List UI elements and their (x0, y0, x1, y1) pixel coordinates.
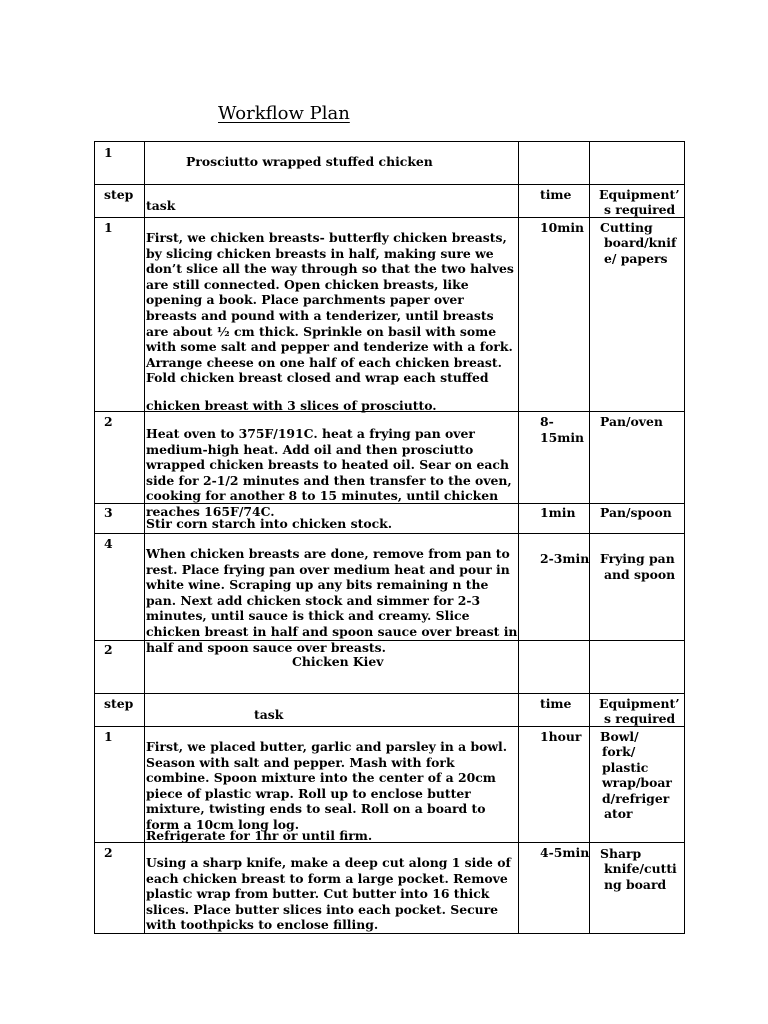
task-equipment: board/knif (604, 235, 677, 250)
table-rule (94, 933, 685, 934)
task-equipment: e/ papers (604, 251, 668, 266)
header-step: step (104, 187, 134, 202)
section-title: Prosciutto wrapped stuffed chicken (186, 154, 433, 169)
task-text: First, we placed butter, garlic and parsley in a bowl. Season with salt and pepper. Mash with fork combine. Spoon mixture into the center of a 20cm piece of plastic wrap. Roll up to enclose butter mixture, twisting ends to seal. Roll on a board to form a 10cm long log. (146, 739, 508, 832)
table-rule (94, 693, 685, 694)
header-equipment: Equipment’ (599, 696, 680, 711)
step-number: 4 (104, 536, 113, 551)
task-text: Stir corn starch into chicken stock. (146, 516, 393, 531)
task-time: 2-3min (540, 551, 590, 566)
task-text: When chicken breasts are done, remove from pan to rest. Place frying pan over medium heat and pour in white wine. Scraping up any bits remaining n the pan. Next add chicken stock and simmer for 2-3 minutes, until sauce is thick and creamy. Slice chicken breast in half and spoon sauce over breast in half and spoon sauce over breasts. (146, 546, 518, 655)
section-number: 2 (104, 642, 113, 657)
table-rule (94, 726, 685, 727)
task-time: 10min (540, 220, 585, 235)
task-equipment: fork/ (602, 744, 636, 759)
table-rule (589, 141, 590, 934)
table-rule (144, 141, 145, 934)
task-time: 4-5min (540, 845, 590, 860)
task-equipment: Cutting (600, 220, 653, 235)
header-time: time (540, 187, 572, 202)
table-rule (94, 141, 95, 934)
task-equipment: and spoon (604, 567, 676, 582)
task-equipment: Bowl/ (600, 729, 639, 744)
table-rule (684, 141, 685, 934)
step-number: 1 (104, 729, 113, 744)
header-time: time (540, 696, 572, 711)
header-equipment: Equipment’ (599, 187, 680, 202)
task-text: chicken breast with 3 slices of prosciutto. (146, 398, 437, 413)
task-text: Refrigerate for 1hr or until firm. (146, 828, 373, 843)
task-equipment: plastic (602, 760, 649, 775)
task-equipment: d/refriger (602, 791, 670, 806)
table-rule (94, 184, 685, 185)
header-task: task (146, 198, 176, 213)
task-equipment: ator (604, 806, 633, 821)
task-equipment: ng board (604, 877, 667, 892)
page-title: Workflow Plan (218, 103, 350, 124)
task-equipment: Frying pan (600, 551, 675, 566)
step-number: 1 (104, 220, 113, 235)
task-equipment: Pan/oven (600, 414, 663, 429)
task-time: 8- (540, 414, 554, 429)
header-equipment: s required (604, 711, 676, 726)
header-task: task (254, 707, 284, 722)
task-text: Using a sharp knife, make a deep cut along 1 side of each chicken breast to form a large pocket. Remove plastic wrap from butter. Cut butter into 16 thick slices. Place butter slices into each pocket. Secure with toothpicks to enclose filling. (146, 855, 511, 933)
step-number: 3 (104, 505, 113, 520)
table-rule (94, 141, 685, 142)
task-time: 1min (540, 505, 576, 520)
task-time: 15min (540, 430, 585, 445)
task-text: First, we chicken breasts- butterfly chicken breasts, by slicing chicken breasts in half, making sure we don’t slice all the way through so that the two halves are still connected. Open chicken breasts, like opening a book. Place parchments paper over breasts and pound with a tenderizer, until breasts are about ½ cm thick. Sprinkle on basil with some with some salt and pepper and tenderize with a fork. Arrange cheese on one half of each chicken breast. Fold chicken breast closed and wrap each stuffed (146, 230, 514, 386)
task-equipment: Sharp (600, 846, 642, 861)
task-equipment: knife/cutti (604, 861, 677, 876)
task-equipment: Pan/spoon (600, 505, 672, 520)
step-number: 2 (104, 414, 113, 429)
task-time: 1hour (540, 729, 582, 744)
header-step: step (104, 696, 134, 711)
header-equipment: s required (604, 202, 676, 217)
table-rule (518, 141, 519, 934)
task-text: Heat oven to 375F/191C. heat a frying pan over medium-high heat. Add oil and then prosciutto wrapped chicken breasts to heated oil. Sear on each side for 2-1/2 minutes and then transfer to the oven, cooking for another 8 to 15 minutes, until chicken reaches 165F/74C. (146, 426, 512, 519)
section-title: Chicken Kiev (292, 654, 384, 669)
step-number: 2 (104, 845, 113, 860)
table-rule (94, 217, 685, 218)
section-number: 1 (104, 145, 113, 160)
table-rule (94, 533, 685, 534)
task-equipment: wrap/boar (602, 775, 672, 790)
